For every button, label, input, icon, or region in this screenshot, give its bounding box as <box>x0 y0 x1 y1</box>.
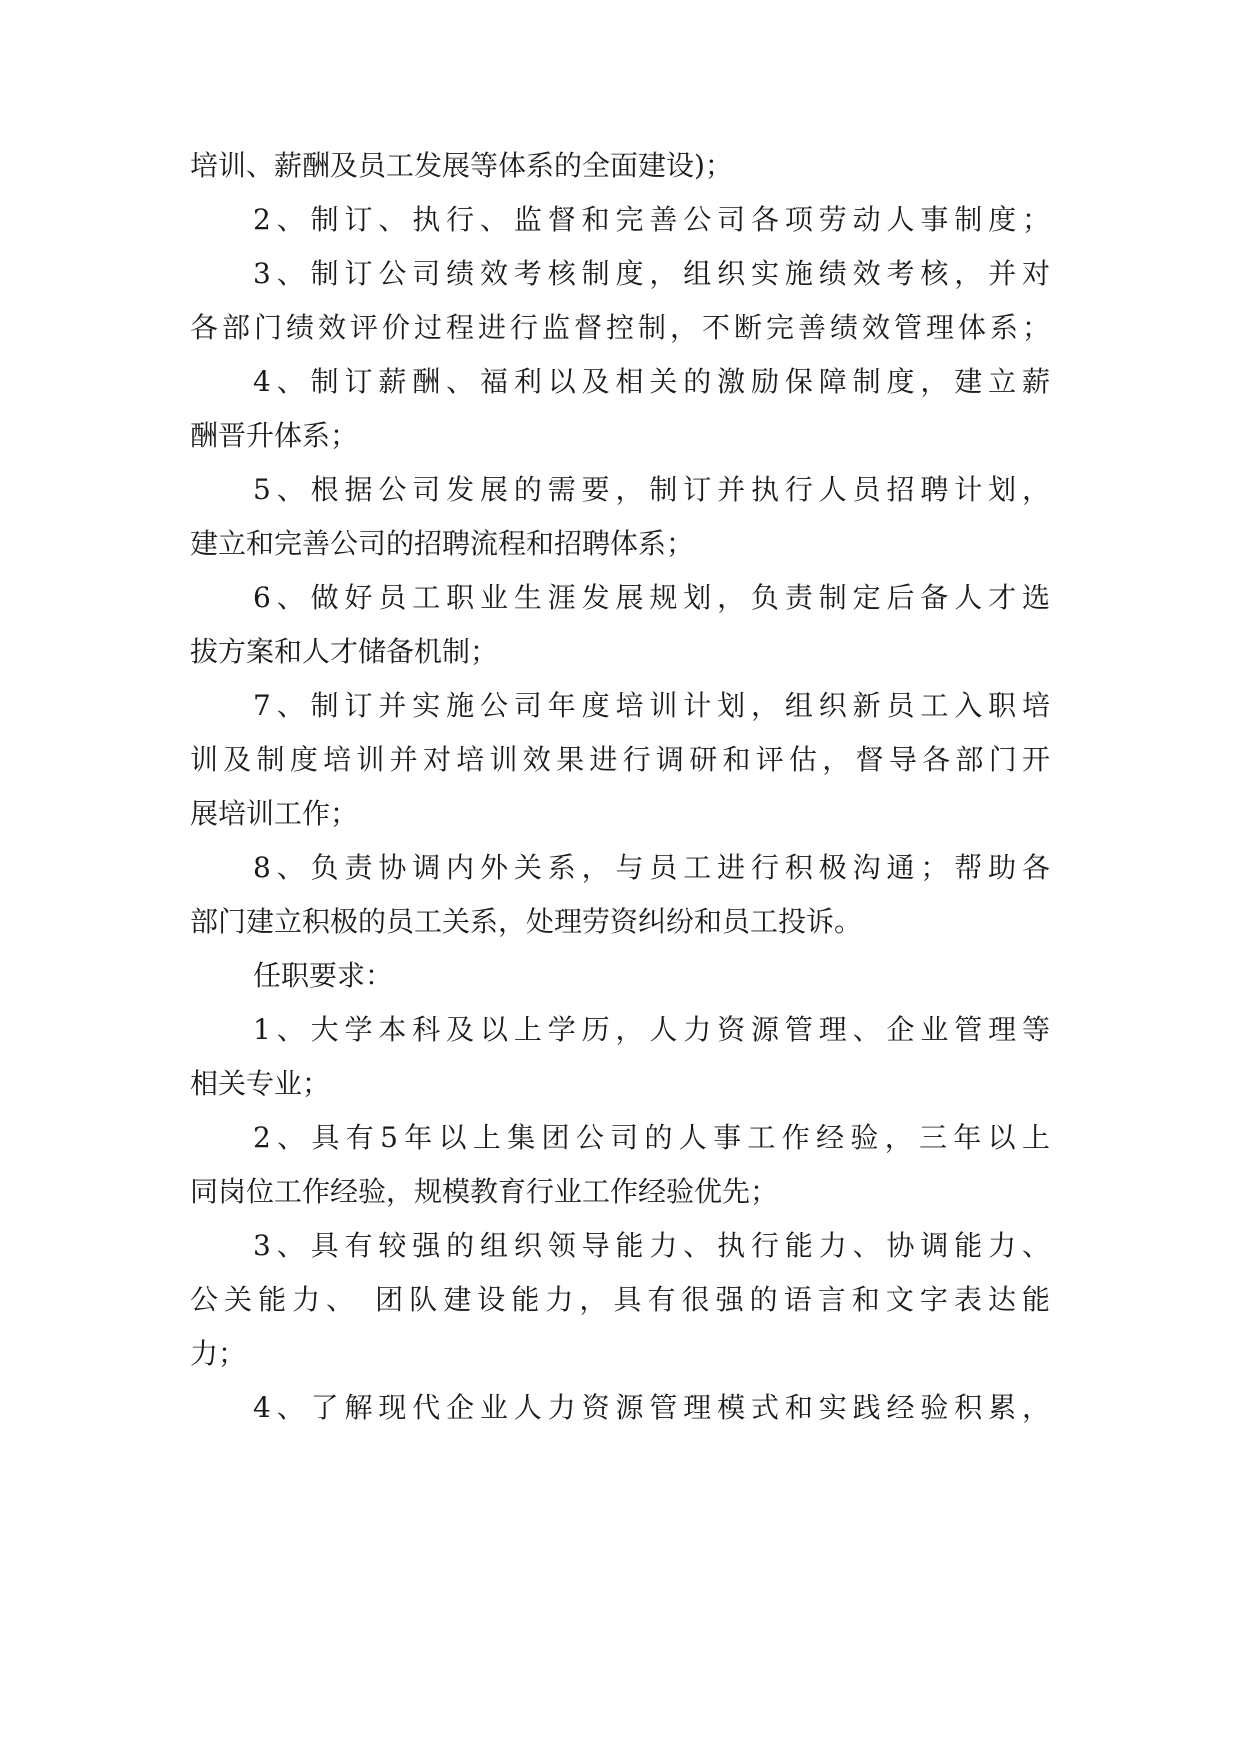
text-line: 3、制订公司绩效考核制度，组织实施绩效考核，并对 <box>253 257 1050 290</box>
section-heading: 任职要求： <box>253 959 394 992</box>
text-line: 力； <box>190 1337 247 1370</box>
text-line: 5、根据公司发展的需要，制订并执行人员招聘计划， <box>253 473 1050 506</box>
text-line: 7、制订并实施公司年度培训计划，组织新员工入职培 <box>253 689 1050 722</box>
text-line: 训及制度培训并对培训效果进行调研和评估，督导各部门开 <box>190 743 1050 776</box>
text-line: 1、大学本科及以上学历，人力资源管理、企业管理等 <box>253 1013 1050 1046</box>
text-line: 酬晋升体系； <box>190 419 359 452</box>
text-line: 培训、薪酬及员工发展等体系的全面建设)； <box>190 149 733 182</box>
text-line: 2、制订、执行、监督和完善公司各项劳动人事制度； <box>253 203 1050 236</box>
text-line: 公关能力、 团队建设能力，具有很强的语言和文字表达能 <box>190 1283 1050 1316</box>
text-line: 4、制订薪酬、福利以及相关的激励保障制度，建立薪 <box>253 365 1050 398</box>
text-line: 6、做好员工职业生涯发展规划，负责制定后备人才选 <box>253 581 1050 614</box>
text-line: 同岗位工作经验，规模教育行业工作经验优先； <box>190 1175 779 1208</box>
text-line: 2、具有5年以上集团公司的人事工作经验，三年以上 <box>253 1121 1050 1154</box>
text-line: 展培训工作； <box>190 797 359 830</box>
text-line: 4、了解现代企业人力资源管理模式和实践经验积累， <box>253 1391 1050 1424</box>
text-line: 建立和完善公司的招聘流程和招聘体系； <box>190 527 695 560</box>
text-line: 相关专业； <box>190 1067 331 1100</box>
text-line: 3、具有较强的组织领导能力、执行能力、协调能力、 <box>253 1229 1050 1262</box>
text-line: 部门建立积极的员工关系，处理劳资纠纷和员工投诉。 <box>190 905 863 938</box>
text-line: 拔方案和人才储备机制； <box>190 635 499 668</box>
text-line: 各部门绩效评价过程进行监督控制，不断完善绩效管理体系； <box>190 311 1050 344</box>
text-line: 8、负责协调内外关系，与员工进行积极沟通；帮助各 <box>253 851 1050 884</box>
